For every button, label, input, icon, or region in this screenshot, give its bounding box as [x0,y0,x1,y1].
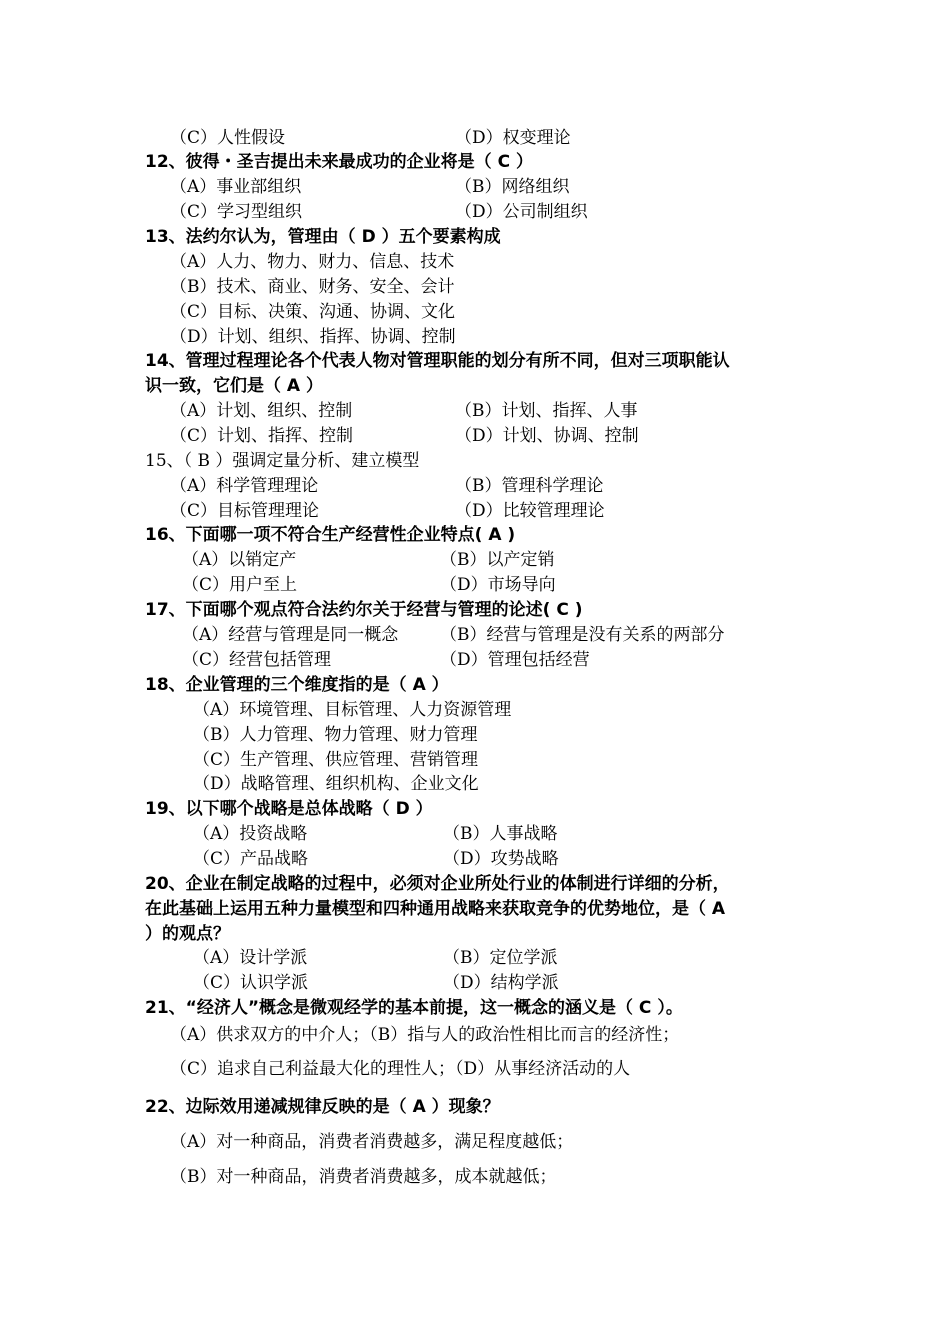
q12-option-d: （D）公司制组织 [455,202,588,222]
q13-option-d: （D）计划、组织、指挥、协调、控制 [170,327,456,347]
q19-option-b: （B）人事战略 [443,824,558,844]
q20-stem-line3: ）的观点？ [145,924,230,944]
q19-option-d: （D）攻势战略 [443,849,559,869]
q22-stem: 22、边际效用递减规律反映的是（ A ）现象？ [145,1097,500,1117]
q16-option-c: （C）用户至上 [182,575,298,595]
q11-option-c: （C）人性假设 [170,128,286,148]
q16-option-d: （D）市场导向 [440,575,556,595]
q19-stem: 19、以下哪个战略是总体战略（ D ） [145,799,433,819]
q15-option-d: （D）比较管理理论 [455,501,605,521]
q13-stem: 13、法约尔认为，管理由（ D ）五个要素构成 [145,227,501,247]
q21-options-ab: （A）供求双方的中介人；（B）指与人的政治性相比而言的经济性； [170,1025,680,1045]
q16-option-b: （B）以产定销 [440,550,555,570]
q14-stem-line2: 识一致，它们是（ A ） [145,376,323,396]
q17-stem: 17、下面哪个观点符合法约尔关于经营与管理的论述( C ) [145,600,583,620]
q12-option-a: （A）事业部组织 [170,177,302,197]
q14-option-b: （B）计划、指挥、人事 [455,401,638,421]
q17-option-c: （C）经营包括管理 [182,650,332,670]
q19-option-a: （A）投资战略 [193,824,308,844]
q22-option-a: （A）对一种商品，消费者消费越多，满足程度越低； [170,1132,574,1152]
q15-option-c: （C）目标管理理论 [170,501,320,521]
q13-option-c: （C）目标、决策、沟通、协调、文化 [170,302,456,322]
q11-option-d: （D）权变理论 [455,128,571,148]
q21-stem: 21、“经济人”概念是微观经学的基本前提，这一概念的涵义是（ C ）。 [145,998,683,1018]
q14-option-d: （D）计划、协调、控制 [455,426,639,446]
q13-option-b: （B）技术、商业、财务、安全、会计 [170,277,455,297]
q20-stem-line2: 在此基础上运用五种力量模型和四种通用战略来获取竞争的优势地位，是（ A [145,899,726,919]
q16-stem: 16、下面哪一项不符合生产经营性企业特点( A ) [145,525,516,545]
q17-option-a: （A）经营与管理是同一概念 [182,625,399,645]
q18-option-d: （D）战略管理、组织机构、企业文化 [193,774,479,794]
q17-option-d: （D）管理包括经营 [440,650,590,670]
q18-option-b: （B）人力管理、物力管理、财力管理 [193,725,478,745]
q15-option-a: （A）科学管理理论 [170,476,319,496]
q21-options-cd: （C）追求自己利益最大化的理性人；（D）从事经济活动的人 [170,1059,631,1079]
q16-option-a: （A）以销定产 [182,550,297,570]
q20-option-a: （A）设计学派 [193,948,308,968]
q15-option-b: （B）管理科学理论 [455,476,604,496]
q20-option-d: （D）结构学派 [443,973,559,993]
q12-option-b: （B）网络组织 [455,177,570,197]
q18-stem: 18、企业管理的三个维度指的是（ A ） [145,675,449,695]
q15-stem: 15、（ B ）强调定量分析、建立模型 [145,451,420,471]
q18-option-a: （A）环境管理、目标管理、人力资源管理 [193,700,512,720]
q12-option-c: （C）学习型组织 [170,202,303,222]
q17-option-b: （B）经营与管理是没有关系的两部分 [440,625,725,645]
q20-option-c: （C）认识学派 [193,973,309,993]
q18-option-c: （C）生产管理、供应管理、营销管理 [193,750,479,770]
q20-option-b: （B）定位学派 [443,948,558,968]
q20-stem-line1: 20、企业在制定战略的过程中，必须对企业所处行业的体制进行详细的分析， [145,874,730,894]
q13-option-a: （A）人力、物力、财力、信息、技术 [170,252,455,272]
q14-stem-line1: 14、管理过程理论各个代表人物对管理职能的划分有所不同，但对三项职能认 [145,351,730,371]
q19-option-c: （C）产品战略 [193,849,309,869]
q14-option-a: （A）计划、组织、控制 [170,401,353,421]
q22-option-b: （B）对一种商品，消费者消费越多，成本就越低； [170,1167,557,1187]
q12-stem: 12、彼得・圣吉提出未来最成功的企业将是（ C ） [145,152,533,172]
q14-option-c: （C）计划、指挥、控制 [170,426,354,446]
